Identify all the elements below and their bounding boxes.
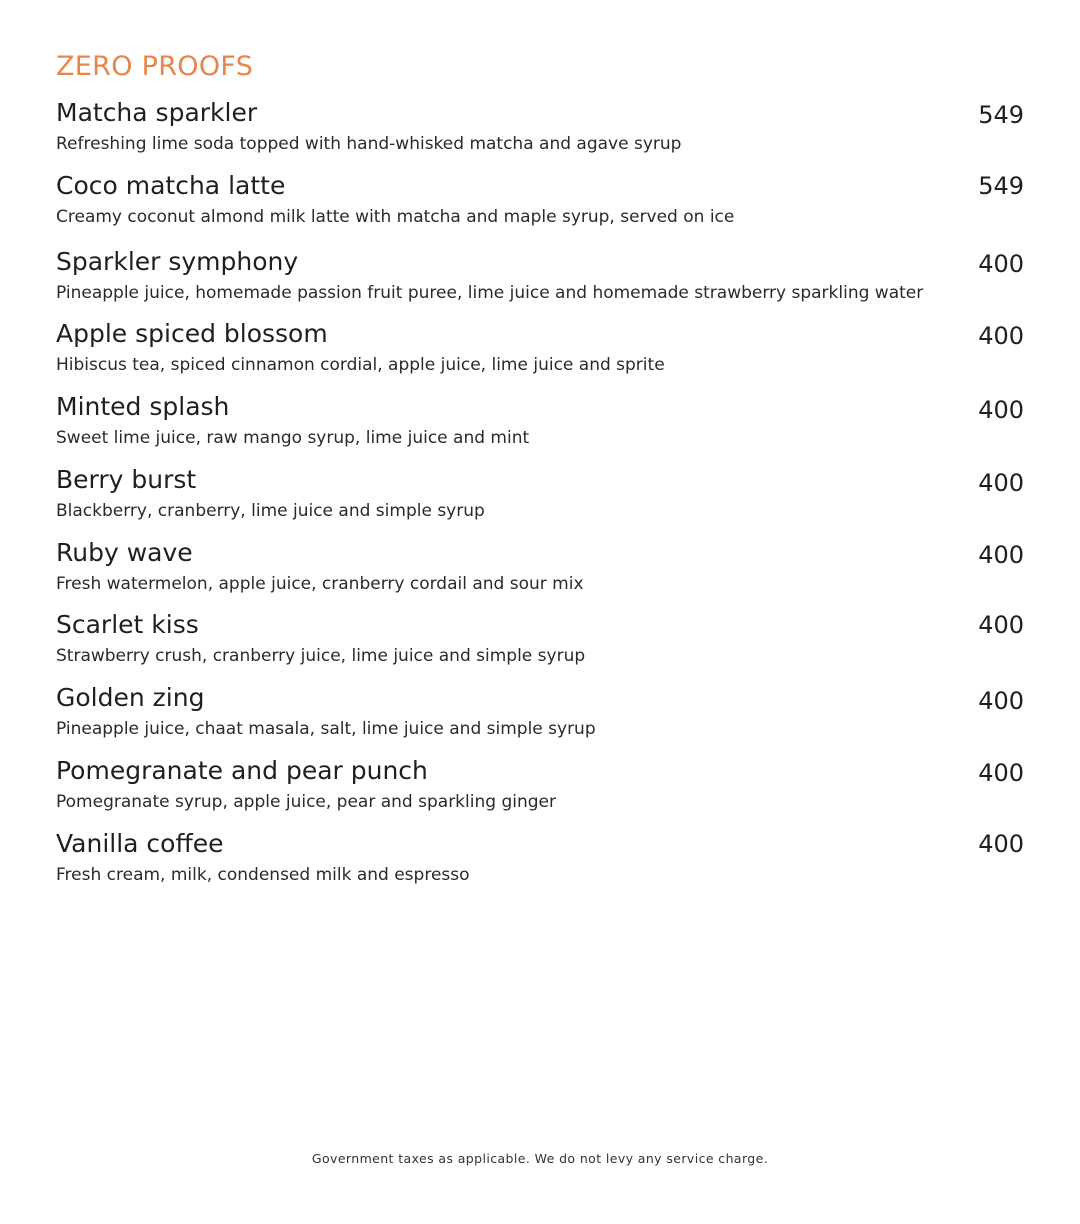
- item-price: 400: [978, 687, 1024, 715]
- menu-item: [56, 682, 1024, 746]
- item-price: 400: [978, 611, 1024, 639]
- menu-item: [56, 828, 1024, 892]
- item-description: Creamy coconut almond milk latte with matcha and maple syrup, served on ice: [56, 207, 735, 227]
- item-description: Hibiscus tea, spiced cinnamon cordial, apple juice, lime juice and sprite: [56, 355, 665, 375]
- menu-item: [56, 609, 1024, 673]
- footer-note: Government taxes as applicable. We do not levy any service charge.: [311, 1151, 769, 1166]
- item-name: Matcha sparkler: [56, 98, 258, 127]
- item-description: Pineapple juice, homemade passion fruit puree, lime juice and homemade strawberry sparkling water: [56, 283, 924, 303]
- menu-item: [56, 97, 1024, 161]
- item-price: 400: [978, 759, 1024, 787]
- menu-item: [56, 755, 1024, 819]
- item-name: Coco matcha latte: [56, 171, 286, 200]
- item-description: Pineapple juice, chaat masala, salt, lime juice and simple syrup: [56, 719, 596, 739]
- menu-item: [56, 464, 1024, 528]
- item-name: Vanilla coffee: [56, 829, 224, 858]
- section-title: ZERO PROOFS: [56, 51, 254, 82]
- item-name: Pomegranate and pear punch: [56, 756, 428, 785]
- item-price: 400: [978, 250, 1024, 278]
- item-price: 400: [978, 396, 1024, 424]
- item-description: Refreshing lime soda topped with hand-whisked matcha and agave syrup: [56, 134, 682, 154]
- menu-item: [56, 170, 1024, 234]
- item-name: Golden zing: [56, 683, 205, 712]
- item-price: 400: [978, 541, 1024, 569]
- item-description: Fresh watermelon, apple juice, cranberry cordail and sour mix: [56, 574, 584, 594]
- item-price: 400: [978, 830, 1024, 858]
- menu-item: [56, 537, 1024, 601]
- item-name: Scarlet kiss: [56, 610, 199, 639]
- item-price: 549: [978, 172, 1024, 200]
- menu-item: [56, 391, 1024, 455]
- item-name: Ruby wave: [56, 538, 193, 567]
- item-description: Pomegranate syrup, apple juice, pear and sparkling ginger: [56, 792, 556, 812]
- menu-item: [56, 246, 1024, 310]
- item-description: Blackberry, cranberry, lime juice and simple syrup: [56, 501, 485, 521]
- item-name: Berry burst: [56, 465, 197, 494]
- item-name: Apple spiced blossom: [56, 319, 328, 348]
- item-description: Sweet lime juice, raw mango syrup, lime juice and mint: [56, 428, 530, 448]
- item-description: Strawberry crush, cranberry juice, lime juice and simple syrup: [56, 646, 586, 666]
- menu-item: [56, 318, 1024, 382]
- item-price: 549: [978, 101, 1024, 129]
- item-price: 400: [978, 469, 1024, 497]
- item-name: Sparkler symphony: [56, 247, 299, 276]
- item-name: Minted splash: [56, 392, 230, 421]
- item-description: Fresh cream, milk, condensed milk and espresso: [56, 865, 470, 885]
- item-price: 400: [978, 322, 1024, 350]
